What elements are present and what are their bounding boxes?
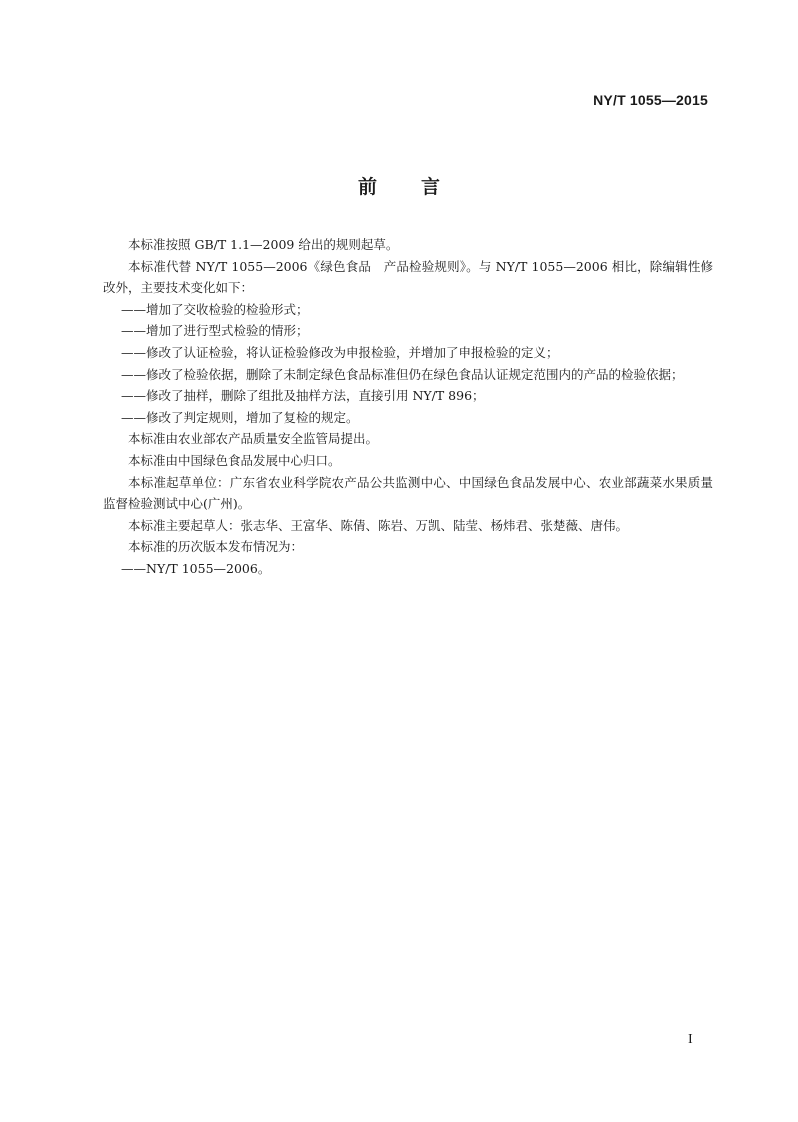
page-number: I [688, 1032, 693, 1047]
change-item: ——修改了检验依据，删除了未制定绿色食品标准但仍在绿色食品认证规定范围内的产品的检验依据； [121, 366, 684, 382]
change-item: ——增加了交收检验的检验形式； [121, 301, 309, 317]
history-item: ——NY/T 1055—2006。 [121, 560, 271, 576]
paragraph-drafting-units: 本标准起草单位：广东省农业科学院农产品公共监测中心、中国绿色食品发展中心、农业部蔬菜水果质量监督检验测试中心(广州)。 [103, 474, 713, 512]
change-item: ——修改了判定规则，增加了复检的规定。 [121, 409, 359, 425]
paragraph-history-intro: 本标准的历次版本发布情况为： [128, 539, 304, 555]
paragraph-drafting-rules: 本标准按照 GB/T 1.1—2009 给出的规则起草。 [128, 237, 399, 252]
standard-code: NY/T 1055—2015 [593, 92, 708, 108]
paragraph-proposer: 本标准由农业部农产品质量安全监管局提出。 [128, 431, 379, 447]
title-char-2: 言 [421, 176, 441, 198]
paragraph-drafters: 本标准主要起草人：张志华、王富华、陈倩、陈岩、万凯、陆莹、杨炜君、张楚薇、唐伟。 [128, 517, 629, 533]
foreword-body [103, 234, 713, 580]
paragraph-administrator: 本标准由中国绿色食品发展中心归口。 [128, 452, 341, 468]
title-char-1: 前 [357, 176, 377, 198]
page-title [0, 172, 798, 199]
change-item: ——修改了认证检验，将认证检验修改为申报检验，并增加了申报检验的定义； [121, 344, 559, 360]
change-item: ——修改了抽样，删除了组批及抽样方法，直接引用 NY/T 896； [121, 388, 485, 404]
paragraph-replacement: 本标准代替 NY/T 1055—2006《绿色食品 产品检验规则》。与 NY/T 1055—2006 相比，除编辑性修改外，主要技术变化如下： [103, 258, 713, 296]
change-item: ——增加了进行型式检验的情形； [121, 323, 309, 339]
